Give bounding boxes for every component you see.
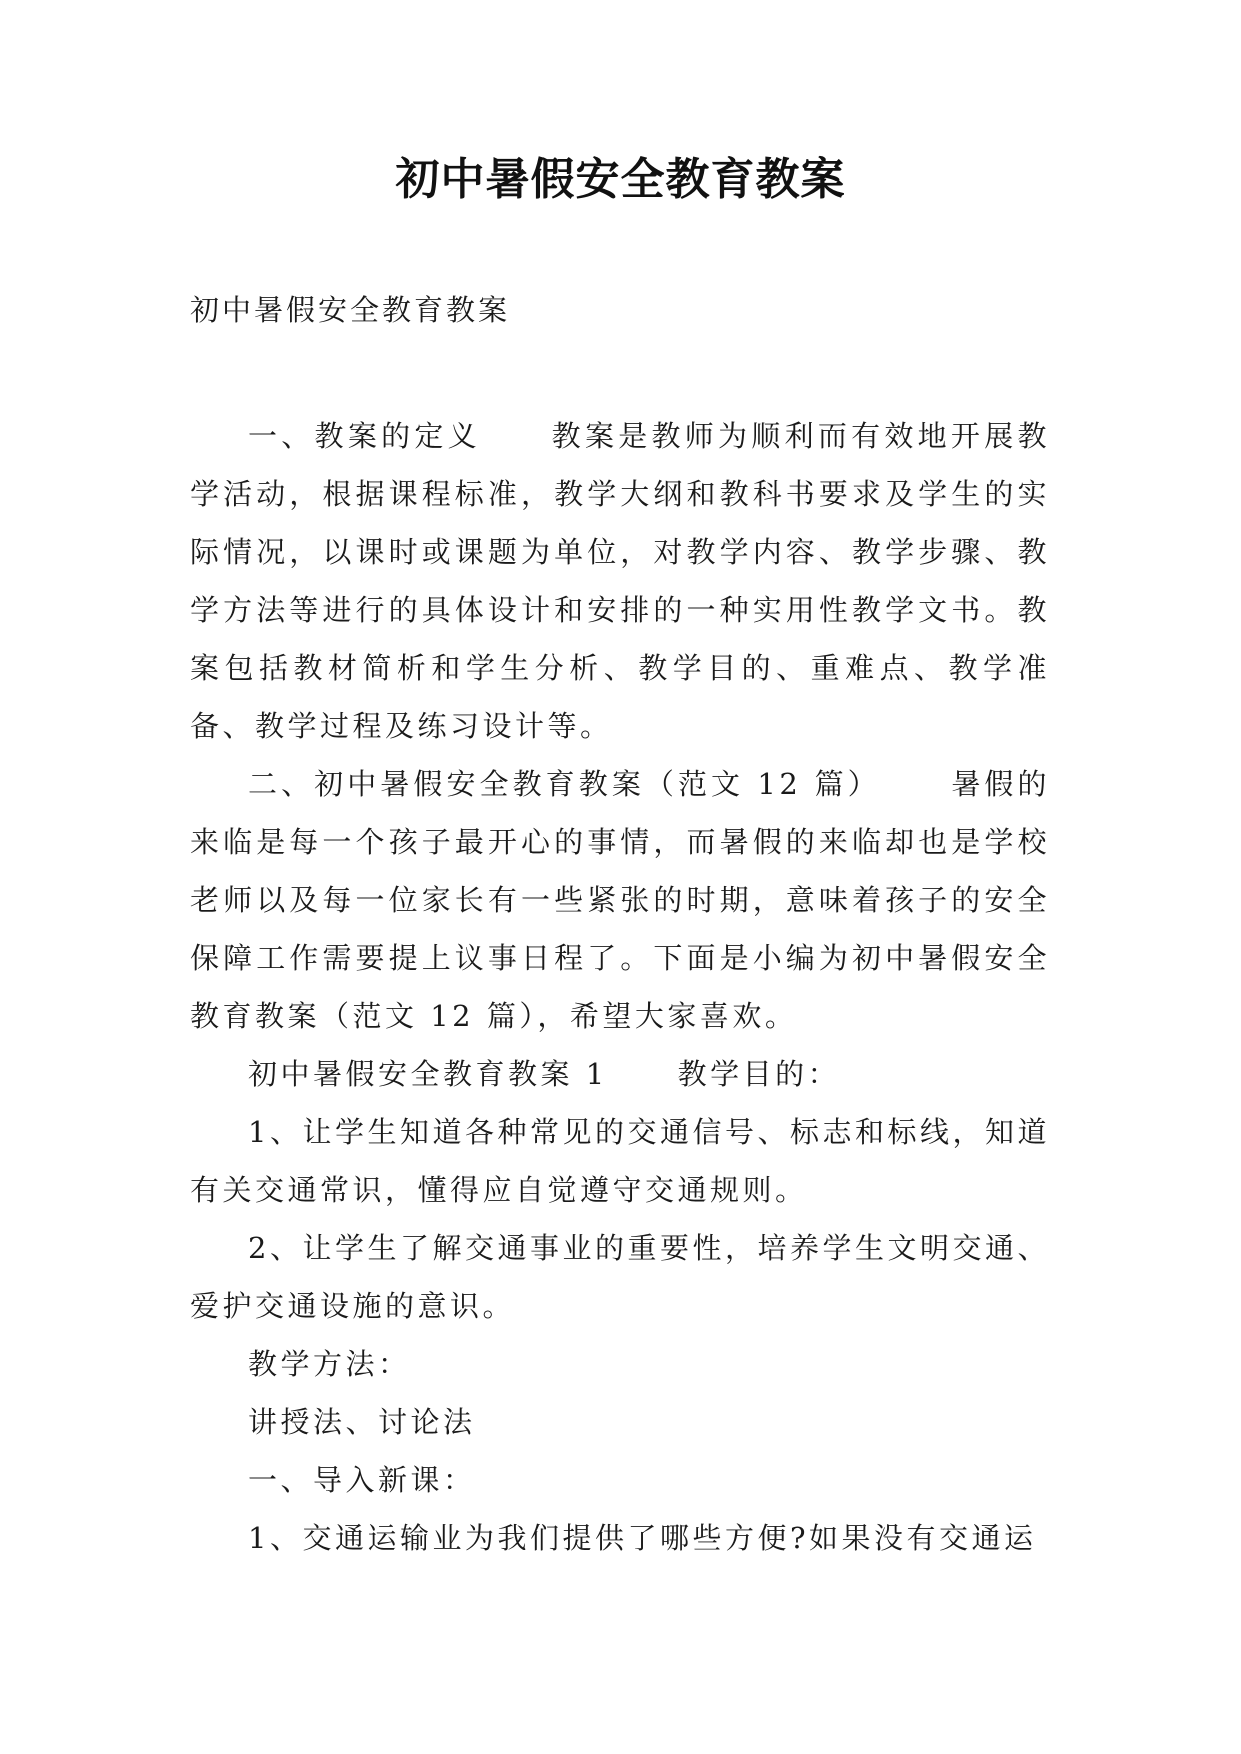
paragraph-section-heading: 一、导入新课：: [248, 1463, 476, 1497]
paragraph-text: 暑假的来临是每一个孩子最开心的事情，而暑假的来临却也是学校老师以及每一位家长有一些紧张的时期，意味着孩子的安全保障工作需要提上议事日程了。下面是小编为初中暑假安全教育教案（范文 12 篇），希望大家喜欢。: [190, 767, 1050, 1033]
paragraph-lead: 初中暑假安全教育教案 1: [248, 1057, 608, 1091]
document-title: 初中暑假安全教育教案: [395, 154, 846, 205]
paragraph-method-heading: 教学方法：: [248, 1347, 411, 1381]
paragraph-question-1: 1、交通运输业为我们提供了哪些方便?如果没有交通运: [248, 1521, 1037, 1555]
paragraph-lead: 二、初中暑假安全教育教案（范文 12 篇）: [248, 767, 881, 801]
paragraph-definition: [190, 407, 1050, 755]
paragraph-goal-2: 2、让学生了解交通事业的重要性，培养学生文明交通、爱护交通设施的意识。: [190, 1231, 1050, 1323]
paragraph-text: 教案是教师为顺利而有效地开展教学活动，根据课程标准，教学大纲和教科书要求及学生的实际情况，以课时或课题为单位，对教学内容、教学步骤、教学方法等进行的具体设计和安排的一种实用性教学文书。教案包括教材简析和学生分析、教学目的、重难点、教学准备、教学过程及练习设计等。: [190, 419, 1050, 743]
paragraph-plan-1: [190, 1045, 1050, 1103]
paragraph-lead: 一、教案的定义: [248, 419, 481, 453]
paragraph-intro: [190, 755, 1050, 1045]
paragraph-text: 教学目的：: [677, 1057, 841, 1091]
document-body: [190, 407, 1050, 1567]
paragraph-method: 讲授法、讨论法: [248, 1405, 476, 1439]
document-subtitle: 初中暑假安全教育教案: [190, 293, 511, 327]
paragraph-goal-1: 1、让学生知道各种常见的交通信号、标志和标线，知道有关交通常识，懂得应自觉遵守交通规则。: [190, 1115, 1050, 1207]
